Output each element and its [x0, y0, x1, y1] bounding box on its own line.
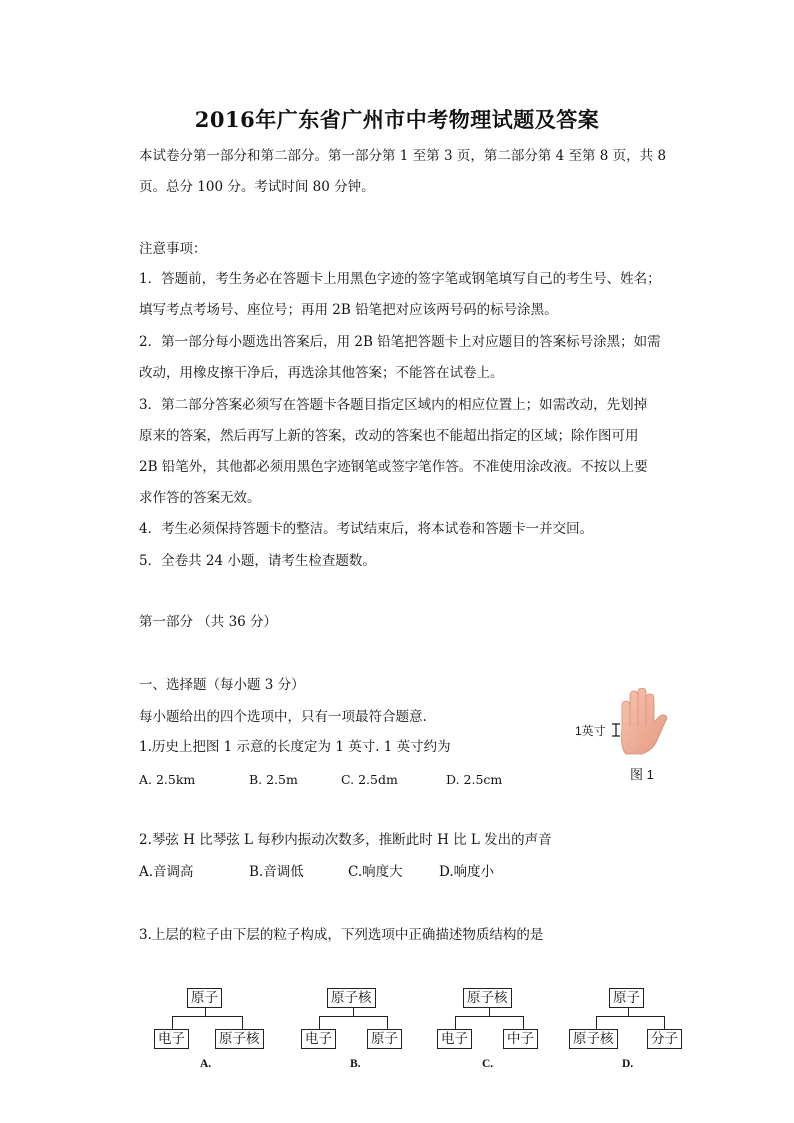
section1-heading: 一、选择题（每小题 3 分）: [139, 677, 305, 693]
option-label: A.: [200, 1058, 212, 1070]
tree-left-node: 原子核: [569, 1029, 618, 1049]
tree-top-node: 原子: [187, 988, 222, 1008]
q3-option-a-diagram: [150, 988, 280, 1078]
tree-left-node: 电子: [154, 1029, 189, 1049]
notice-line: 1．答题前，考生务必在答题卡上用黑色字迹的签字笔或钢笔填写自己的考生号、姓名；: [139, 271, 661, 287]
notice-line: 填写考点考场号、座位号；再用 2B 铅笔把对应该两号码的标号涂黑。: [139, 302, 558, 318]
tree-right-node: 原子: [367, 1029, 402, 1049]
q1-option-a: A. 2.5km: [139, 772, 196, 787]
section1-instruction: 每小题给出的四个选项中，只有一项最符合题意.: [139, 709, 427, 725]
q1-option-d: D. 2.5cm: [446, 772, 503, 787]
q2-option-d: D.响度小: [439, 864, 495, 880]
figure1-label: 1英寸: [575, 724, 606, 738]
q3-stem: 3.上层的粒子由下层的粒子构成，下列选项中正确描述物质结构的是: [139, 927, 544, 943]
q1-stem: 1.历史上把图 1 示意的长度定为 1 英寸. 1 英寸约为: [139, 739, 451, 755]
q3-option-b-diagram: [297, 988, 427, 1078]
q1-option-b: B. 2.5m: [249, 772, 298, 787]
notice-line: 原来的答案，然后再写上新的答案，改动的答案也不能超出指定的区域；除作图可用: [139, 428, 639, 444]
tree-top-node: 原子核: [327, 988, 376, 1008]
notice-line: 5．全卷共 24 小题，请考生检查题数。: [139, 553, 376, 569]
q2-stem: 2.琴弦 H 比琴弦 L 每秒内振动次数多，推断此时 H 比 L 发出的声音: [139, 832, 552, 848]
page-title: 2016年广东省广州市中考物理试题及答案: [194, 107, 600, 132]
hand-figure-icon: [612, 688, 668, 756]
q1-option-c: C. 2.5dm: [341, 772, 398, 787]
option-label: D.: [622, 1058, 634, 1070]
notice-line: 2．第一部分每小题选出答案后，用 2B 铅笔把答题卡上对应题目的答案标号涂黑；如需: [139, 334, 661, 350]
tree-top-node: 原子: [609, 988, 644, 1008]
option-label: B.: [350, 1058, 361, 1070]
part1-heading: 第一部分 （共 36 分）: [139, 614, 278, 630]
tree-left-node: 电子: [301, 1029, 336, 1049]
q3-option-d-diagram: [568, 988, 698, 1078]
option-label: C.: [482, 1058, 494, 1070]
intro-line-1: 本试卷分第一部分和第二部分。第一部分第 1 至第 3 页，第二部分第 4 至第 8 页，共 8: [139, 148, 667, 164]
q2-option-a: A.音调高: [139, 864, 194, 880]
notice-heading: 注意事项：: [139, 241, 207, 257]
notice-line: 4．考生必须保持答题卡的整洁。考试结束后，将本试卷和答题卡一并交回。: [139, 521, 594, 537]
notice-line: 3．第二部分答案必须写在答题卡各题目指定区域内的相应位置上；如需改动，先划掉: [139, 397, 648, 413]
tree-top-node: 原子核: [463, 988, 512, 1008]
tree-left-node: 电子: [437, 1029, 472, 1049]
tree-right-node: 中子: [503, 1029, 538, 1049]
notice-line: 求作答的答案无效。: [139, 490, 261, 506]
q2-option-c: C.响度大: [348, 864, 403, 880]
tree-right-node: 原子核: [215, 1029, 264, 1049]
notice-line: 改动，用橡皮擦干净后，再选涂其他答案；不能答在试卷上。: [139, 365, 504, 381]
figure1-caption: 图 1: [630, 767, 654, 782]
q3-option-c-diagram: [434, 988, 564, 1078]
intro-line-2: 页。总分 100 分。考试时间 80 分钟。: [139, 179, 375, 195]
notice-line: 2B 铅笔外，其他都必须用黑色字迹钢笔或签字笔作答。不准使用涂改液。不按以上要: [139, 459, 648, 475]
tree-right-node: 分子: [647, 1029, 682, 1049]
q2-option-b: B.音调低: [249, 864, 304, 880]
